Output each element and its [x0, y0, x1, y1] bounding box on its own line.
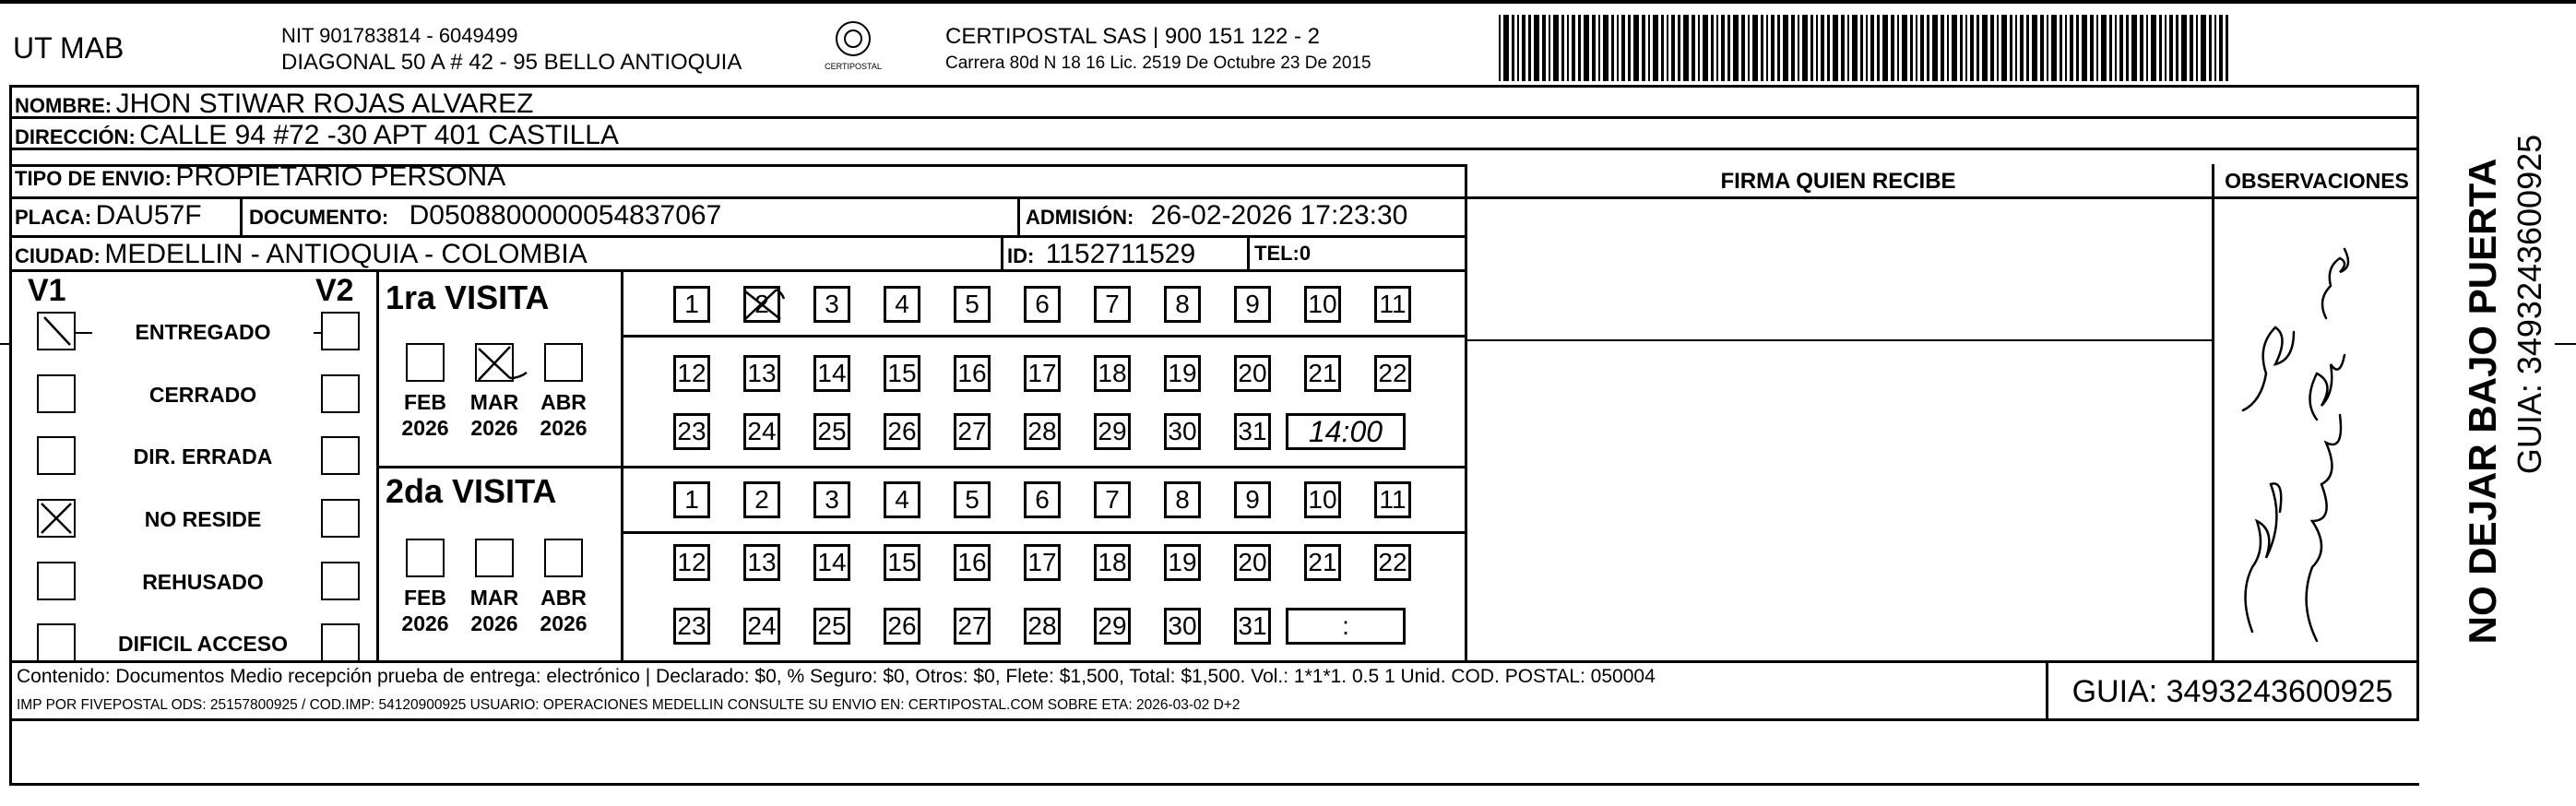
plate-label: PLACA:	[15, 206, 92, 229]
visit1-day-20[interactable]: 20	[1234, 355, 1271, 392]
bottom-frame	[9, 721, 2419, 786]
v1-checkbox-3[interactable]	[37, 436, 76, 475]
visit1-month-label-feb: FEB	[404, 390, 446, 414]
barcode-bar	[1752, 15, 1758, 81]
v1-checkbox-1[interactable]	[37, 312, 76, 350]
signature-label: FIRMA QUIEN RECIBE	[1720, 169, 1956, 194]
barcode-bar	[1721, 15, 1725, 81]
footer-content: Contenido: Documentos Medio recepción prueba de entrega: electrónico | Declarado: $0, % Seguro: $0, Otros: $0, Flete: $1,500, Total: $1,500. Vol.: 1*1*1. 0.5 1 Unid. COD. POSTAL: 050004	[17, 666, 1656, 687]
admission-value: 26-02-2026 17:23:30	[1150, 200, 1408, 231]
tel-field	[1254, 242, 1311, 266]
barcode-bar	[1798, 15, 1799, 81]
id-label: ID:	[1007, 244, 1035, 267]
visit2-day-4[interactable]: 4	[884, 481, 920, 518]
visit1-day-3[interactable]: 3	[813, 286, 850, 323]
visit1-day-28[interactable]: 28	[1024, 413, 1061, 450]
visit1-day-22[interactable]: 22	[1374, 355, 1411, 392]
visit2-day-24[interactable]: 24	[743, 608, 780, 645]
barcode-bar	[2151, 15, 2156, 81]
visit2-day-26[interactable]: 26	[884, 608, 920, 645]
barcode-bar	[1621, 15, 1625, 81]
visit1-day-13[interactable]: 13	[743, 355, 780, 392]
visit2-day-14[interactable]: 14	[813, 544, 850, 581]
visit2-day-30[interactable]: 30	[1164, 608, 1201, 645]
barcode-bar	[2065, 15, 2067, 81]
barcode-bar	[1965, 15, 1967, 81]
visit1-year-label-feb: 2026	[401, 416, 449, 440]
visit2-day-18[interactable]: 18	[1094, 544, 1131, 581]
barcode-bar	[1932, 15, 1938, 81]
visit2-day-29[interactable]: 29	[1094, 608, 1131, 645]
visit1-day-17[interactable]: 17	[1024, 355, 1061, 392]
barcode-bar	[1741, 15, 1745, 81]
barcode-bar	[1821, 15, 1824, 81]
visit2-month-label-mar: MAR	[469, 586, 519, 610]
v2-checkbox-6[interactable]	[321, 623, 360, 662]
side-guia: GUIA: 3493243600925	[2511, 134, 2548, 475]
barcode-bar	[2096, 15, 2098, 81]
barcode-bar	[1671, 15, 1675, 81]
v2-checkbox-1[interactable]	[321, 312, 360, 350]
v1-checkbox-5[interactable]	[37, 562, 76, 600]
carrier-name: CERTIPOSTAL SAS | 900 151 122 - 2	[945, 24, 1320, 49]
visit1-day-7[interactable]: 7	[1094, 286, 1131, 323]
barcode-bar	[1522, 15, 1525, 81]
observations-handwriting	[2215, 198, 2418, 659]
document-field	[249, 200, 721, 231]
visit2-day-17[interactable]: 17	[1024, 544, 1061, 581]
visit2-day-13[interactable]: 13	[743, 544, 780, 581]
v2-checkbox-2[interactable]	[321, 374, 360, 413]
barcode-bar	[2051, 15, 2057, 81]
tel-value: 0	[1299, 242, 1312, 265]
barcode-bar	[1667, 15, 1668, 81]
barcode-bar	[1698, 15, 1700, 81]
barcode-bar	[1748, 15, 1750, 81]
v2-header: V2	[315, 273, 354, 308]
visit1-month-checkbox-abr[interactable]	[544, 343, 583, 382]
barcode-bar	[1891, 15, 1894, 81]
barcode-bar	[1920, 15, 1924, 81]
visit2-day-10[interactable]: 10	[1304, 481, 1341, 518]
visit1-month-checkbox-feb[interactable]	[406, 343, 445, 382]
v2-checkbox-4[interactable]	[321, 499, 360, 538]
visit1-day-18[interactable]: 18	[1094, 355, 1131, 392]
admission-label: ADMISIÓN:	[1026, 206, 1134, 229]
name-label: NOMBRE:	[15, 94, 113, 117]
document-label: DOCUMENTO:	[249, 206, 389, 229]
barcode-bar	[1847, 15, 1849, 81]
barcode-bar	[1611, 15, 1614, 81]
visit2-day-20[interactable]: 20	[1234, 544, 1271, 581]
visit1-day-12[interactable]: 12	[673, 355, 710, 392]
v1-checkbox-6[interactable]	[37, 623, 76, 662]
top-border	[0, 0, 2576, 4]
visit1-day-8[interactable]: 8	[1164, 286, 1201, 323]
visit2-time-box[interactable]: :	[1286, 608, 1406, 645]
v1-checkbox-2[interactable]	[37, 374, 76, 413]
barcode-bar	[2020, 15, 2024, 81]
visit1-month-checkbox-mar[interactable]	[475, 343, 514, 382]
visit1-day-19[interactable]: 19	[1164, 355, 1201, 392]
id-value: 1152711529	[1045, 239, 1196, 269]
certipostal-logo	[812, 18, 895, 74]
visit2-year-label-mar: 2026	[470, 611, 518, 635]
visit1-title: 1ra VISITA	[386, 279, 550, 316]
visit1-day-2[interactable]: 2	[743, 286, 780, 323]
visit1-year-label-mar: 2026	[470, 416, 518, 440]
barcode-bar	[1960, 15, 1963, 81]
visit2-day-21[interactable]: 21	[1304, 544, 1341, 581]
visit2-year-label-abr: 2026	[540, 611, 588, 635]
plate-field	[15, 200, 202, 231]
side-warning: NO DEJAR BAJO PUERTA	[2461, 158, 2504, 645]
status-label-3: DIR. ERRADA	[133, 444, 273, 468]
barcode-bar	[1528, 15, 1531, 81]
visit1-day-5[interactable]: 5	[954, 286, 991, 323]
tel-label: TEL:	[1254, 242, 1300, 265]
barcode-bar	[1841, 15, 1845, 81]
barcode-bar	[1852, 15, 1858, 81]
visit1-day-16[interactable]: 16	[954, 355, 991, 392]
barcode-bar	[1783, 15, 1788, 81]
observations-label: OBSERVACIONES	[2225, 169, 2409, 193]
footer-guia: GUIA: 3493243600925	[2071, 674, 2393, 709]
barcode-bar	[1733, 15, 1739, 81]
barcode-bar	[1860, 15, 1863, 81]
barcode-bar	[1810, 15, 1813, 81]
visit2-year-label-feb: 2026	[401, 611, 449, 635]
visit1-day-1[interactable]: 1	[673, 286, 710, 323]
visit2-day-2[interactable]: 2	[743, 481, 780, 518]
barcode-bar	[1553, 15, 1559, 81]
visit1-day-31[interactable]: 31	[1234, 413, 1271, 450]
barcode-bar	[2082, 15, 2087, 81]
status-label-2: CERRADO	[148, 383, 257, 407]
footer-imp: IMP POR FIVEPOSTAL ODS: 25157800925 / COD.IMP: 54120900925 USUARIO: OPERACIONES MEDELLIN CONSULTE SU ENVIO EN: CERTIPOSTAL.COM SOBRE ETA: 2026-03-02 D+2	[17, 697, 1241, 713]
visit2-month-checkbox-mar[interactable]	[475, 539, 514, 577]
barcode-bar	[1902, 15, 1907, 81]
visit1-day-14[interactable]: 14	[813, 355, 850, 392]
status-label-4: NO RESIDE	[144, 507, 262, 531]
address-value: CALLE 94 #72 -30 APT 401 CASTILLA	[139, 120, 620, 150]
barcode-bar	[1517, 15, 1519, 81]
barcode-bar	[1661, 15, 1664, 81]
visit2-day-5[interactable]: 5	[954, 481, 991, 518]
barcode-bar	[1827, 15, 1830, 81]
barcode-bar	[1927, 15, 1929, 81]
visit2-month-checkbox-abr[interactable]	[544, 539, 583, 577]
address-field	[15, 120, 619, 151]
barcode-bar	[1816, 15, 1818, 81]
name-field	[15, 89, 533, 120]
barcode-bar	[2190, 15, 2193, 81]
visit2-month-label-feb: FEB	[404, 586, 446, 610]
visit1-time-box[interactable]: 14:00	[1286, 413, 1406, 450]
visit1-day-30[interactable]: 30	[1164, 413, 1201, 450]
barcode-bar	[1578, 15, 1581, 81]
barcode-bar	[2119, 15, 2123, 81]
name-value: JHON STIWAR ROJAS ALVAREZ	[115, 89, 534, 119]
barcode-bar	[1603, 15, 1609, 81]
barcode-bar	[2219, 15, 2223, 81]
barcode-bar	[2115, 15, 2117, 81]
visit1-day-6[interactable]: 6	[1024, 286, 1061, 323]
barcode-bar	[2226, 15, 2228, 81]
barcode-bar	[1777, 15, 1780, 81]
barcode-bar	[2026, 15, 2029, 81]
barcode-bar	[1683, 15, 1689, 81]
visit1-year-label-abr: 2026	[540, 416, 588, 440]
visit2-day-19[interactable]: 19	[1164, 544, 1201, 581]
barcode-bar	[2214, 15, 2216, 81]
type-value: PROPIETARIO PERSONA	[175, 161, 506, 192]
barcode	[1499, 15, 2237, 81]
barcode-bar	[1977, 15, 1979, 81]
barcode-bar	[1761, 15, 1763, 81]
status-label-6: DIFICIL ACCESO	[117, 632, 288, 656]
barcode-bar	[2010, 15, 2012, 81]
barcode-bar	[2176, 15, 2178, 81]
barcode-bar	[1653, 15, 1658, 81]
visit1-day-21[interactable]: 21	[1304, 355, 1341, 392]
barcode-bar	[2201, 15, 2206, 81]
barcode-bar	[1982, 15, 1988, 81]
visit1-day-24[interactable]: 24	[743, 413, 780, 450]
visit2-day-22[interactable]: 22	[1374, 544, 1411, 581]
barcode-bar	[2196, 15, 2198, 81]
barcode-bar	[2126, 15, 2129, 81]
barcode-bar	[1642, 15, 1645, 81]
barcode-bar	[1897, 15, 1899, 81]
v1-checkbox-4[interactable]	[37, 499, 76, 538]
barcode-bar	[1727, 15, 1730, 81]
barcode-bar	[1692, 15, 1695, 81]
barcode-bar	[2047, 15, 2048, 81]
visit2-month-label-abr: ABR	[540, 586, 587, 610]
city-label: CIUDAD:	[15, 244, 101, 267]
city-field	[15, 239, 588, 270]
carrier-license: Carrera 80d N 18 16 Lic. 2519 De Octubre 23 De 2015	[945, 53, 1371, 73]
barcode-bar	[2109, 15, 2112, 81]
plate-value: DAU57F	[95, 200, 202, 231]
admission-field	[1026, 200, 1407, 231]
company-name: UT MAB	[13, 31, 125, 65]
city-value: MEDELLIN - ANTIOQUIA - COLOMBIA	[104, 239, 588, 269]
barcode-bar	[1833, 15, 1838, 81]
barcode-bar	[1766, 15, 1768, 81]
visit2-day-8[interactable]: 8	[1164, 481, 1201, 518]
v2-checkbox-3[interactable]	[321, 436, 360, 475]
barcode-bar	[2076, 15, 2079, 81]
barcode-bar	[1534, 15, 1539, 81]
barcode-bar	[2146, 15, 2148, 81]
barcode-bar	[2181, 15, 2187, 81]
barcode-bar	[2101, 15, 2107, 81]
v2-checkbox-5[interactable]	[321, 562, 360, 600]
visit2-day-11[interactable]: 11	[1374, 481, 1411, 518]
barcode-bar	[1716, 15, 1718, 81]
barcode-bar	[1598, 15, 1600, 81]
barcode-bar	[1703, 15, 1708, 81]
barcode-bar	[1870, 15, 1874, 81]
visit2-day-12[interactable]: 12	[673, 544, 710, 581]
v1-header: V1	[28, 273, 66, 308]
barcode-bar	[1542, 15, 1546, 81]
visit1-day-9[interactable]: 9	[1234, 286, 1271, 323]
barcode-bar	[1711, 15, 1714, 81]
company-nit: NIT 901783814 - 6049499	[281, 24, 518, 47]
type-label: TIPO DE ENVIO:	[15, 167, 172, 190]
barcode-bar	[1916, 15, 1917, 81]
barcode-bar	[1877, 15, 1880, 81]
barcode-bar	[2032, 15, 2037, 81]
barcode-bar	[1990, 15, 1994, 81]
barcode-bar	[1512, 15, 1514, 81]
barcode-bar	[1802, 15, 1808, 81]
barcode-bar	[1882, 15, 1888, 81]
visit2-day-6[interactable]: 6	[1024, 481, 1061, 518]
barcode-bar	[1499, 15, 1501, 81]
id-field	[1007, 239, 1195, 270]
visit2-day-9[interactable]: 9	[1234, 481, 1271, 518]
visit2-day-31[interactable]: 31	[1234, 608, 1271, 645]
visit2-day-25[interactable]: 25	[813, 608, 850, 645]
barcode-bar	[1567, 15, 1569, 81]
barcode-bar	[1628, 15, 1631, 81]
barcode-bar	[2131, 15, 2137, 81]
company-address: DIAGONAL 50 A # 42 - 95 BELLO ANTIOQUIA	[281, 50, 742, 75]
visit2-day-28[interactable]: 28	[1024, 608, 1061, 645]
barcode-bar	[1584, 15, 1589, 81]
visit1-day-26[interactable]: 26	[884, 413, 920, 450]
visit1-month-label-mar: MAR	[469, 390, 519, 414]
barcode-bar	[2209, 15, 2212, 81]
visit2-day-1[interactable]: 1	[673, 481, 710, 518]
status-label-5: REHUSADO	[142, 570, 264, 594]
document-value: D0508800000054837067	[409, 200, 722, 231]
barcode-bar	[1648, 15, 1650, 81]
visit1-day-4[interactable]: 4	[884, 286, 920, 323]
address-label: DIRECCIÓN:	[15, 125, 136, 148]
visit1-day-29[interactable]: 29	[1094, 413, 1131, 450]
barcode-bar	[2001, 15, 2007, 81]
barcode-bar	[2169, 15, 2173, 81]
type-field	[15, 161, 505, 193]
visit1-month-label-abr: ABR	[540, 390, 587, 414]
visit2-day-23[interactable]: 23	[673, 608, 710, 645]
visit2-month-checkbox-feb[interactable]	[406, 539, 445, 577]
barcode-bar	[1947, 15, 1949, 81]
visit2-day-27[interactable]: 27	[954, 608, 991, 645]
visit2-day-15[interactable]: 15	[884, 544, 920, 581]
barcode-bar	[2159, 15, 2162, 81]
barcode-bar	[1549, 15, 1550, 81]
barcode-bar	[1997, 15, 1999, 81]
barcode-bar	[2040, 15, 2044, 81]
visit1-day-15[interactable]: 15	[884, 355, 920, 392]
barcode-bar	[2165, 15, 2166, 81]
barcode-bar	[2140, 15, 2143, 81]
visit2-day-16[interactable]: 16	[954, 544, 991, 581]
barcode-bar	[1941, 15, 1944, 81]
visit2-day-7[interactable]: 7	[1094, 481, 1131, 518]
visit1-day-25[interactable]: 25	[813, 413, 850, 450]
svg-text:CERTIPOSTAL: CERTIPOSTAL	[825, 62, 882, 71]
barcode-bar	[1771, 15, 1775, 81]
visit2-title: 2da VISITA	[386, 472, 557, 510]
barcode-bar	[1952, 15, 1957, 81]
barcode-bar	[2015, 15, 2017, 81]
barcode-bar	[2070, 15, 2073, 81]
barcode-bar	[1561, 15, 1564, 81]
visit1-day-23[interactable]: 23	[673, 413, 710, 450]
barcode-bar	[1617, 15, 1619, 81]
barcode-bar	[1572, 15, 1575, 81]
barcode-bar	[2060, 15, 2062, 81]
visit1-day-11[interactable]: 11	[1374, 286, 1411, 323]
visit1-day-10[interactable]: 10	[1304, 286, 1341, 323]
status-label-1: ENTREGADO	[92, 320, 314, 345]
barcode-bar	[1791, 15, 1795, 81]
barcode-bar	[1633, 15, 1639, 81]
barcode-bar	[1866, 15, 1868, 81]
visit2-day-3[interactable]: 3	[813, 481, 850, 518]
barcode-bar	[1678, 15, 1680, 81]
visit1-day-27[interactable]: 27	[954, 413, 991, 450]
barcode-bar	[1592, 15, 1596, 81]
barcode-bar	[2090, 15, 2094, 81]
barcode-bar	[1503, 15, 1509, 81]
barcode-bar	[1910, 15, 1913, 81]
barcode-bar	[1970, 15, 1974, 81]
